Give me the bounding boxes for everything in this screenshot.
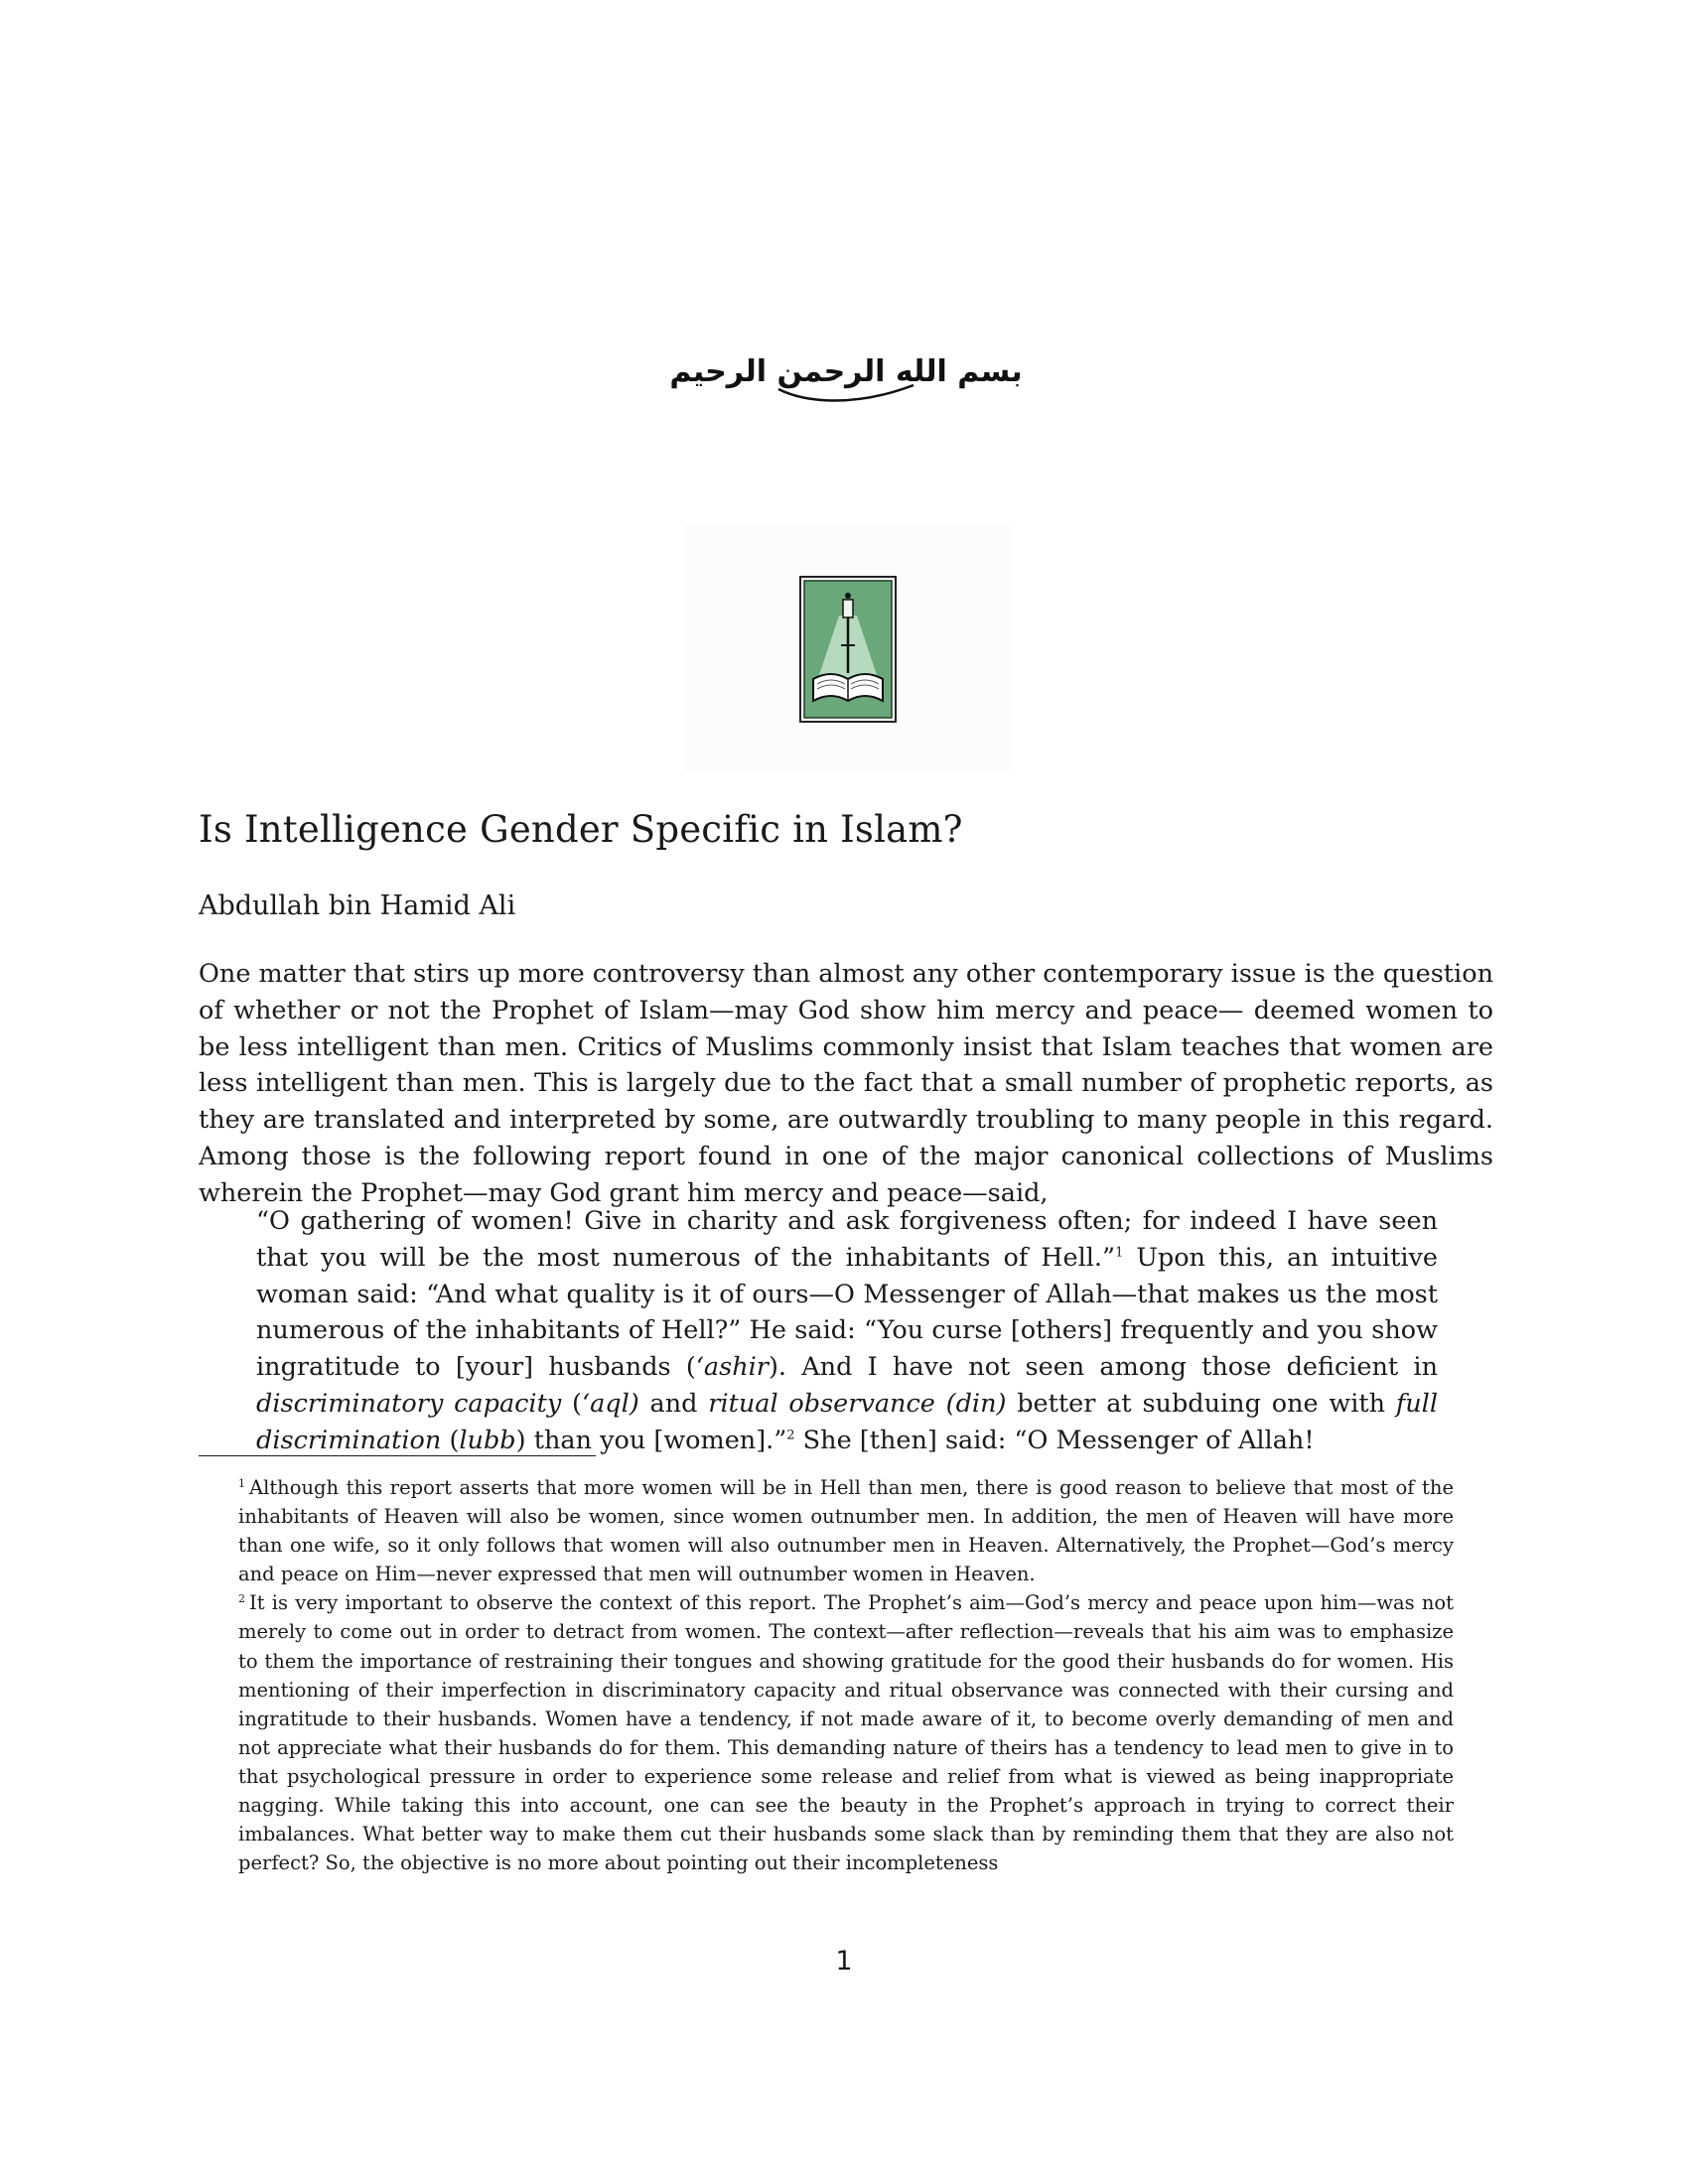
italic-term: ritual observance (din) — [708, 1388, 1007, 1419]
quote-text: ( — [561, 1388, 582, 1419]
arabic-term: lubb — [459, 1425, 516, 1455]
quote-text: She [then] said: “O Messenger of Allah! — [794, 1425, 1315, 1455]
footnotes — [238, 1473, 1454, 1877]
footnote-ref-1[interactable]: 1 — [1115, 1245, 1124, 1261]
footnote-number: 1 — [238, 1476, 245, 1490]
article-title: Is Intelligence Gender Specific in Islam? — [199, 808, 963, 851]
quote-text: better at subduing one with — [1006, 1388, 1396, 1419]
hadith-block-quote — [256, 1203, 1438, 1459]
footnote-text: It is very important to observe the context of this report. The Prophet’s aim—God’s mercy and peace upon him—was not merely to come out in order to detract from women. The context—after reflection—reveals that his aim was to emphasize to them the importance of restraining their tongues and showing gratitude for the good their husbands do for women. His mentioning of their imperfection in discriminatory capacity and ritual observance was connected with their cursing and ingratitude to their husbands. Women have a tendency, if not made aware of it, to become overly demanding of men and not appreciate what their husbands do for them. This demanding nature of theirs has a tendency to lead men to give in to that psychological pressure in order to experience some release and relief from what is viewed as being inappropriate nagging. While taking this into account, one can see the beauty in the Prophet’s approach in trying to correct their imbalances. What better way to make them cut their husbands some slack than by reminding them that they are also not perfect? So, the objective is no more about pointing out their incompleteness — [238, 1591, 1454, 1875]
article-author: Abdullah bin Hamid Ali — [199, 890, 516, 921]
italic-term: discriminatory capacity — [256, 1388, 562, 1419]
footnote-2 — [238, 1588, 1454, 1877]
footnote-text: Although this report asserts that more women will be in Hell than men, there is good reason to believe that most of the inhabitants of Heaven will also be women, since women outnumber men. In addition, the men of Heaven will have more than one wife, so it only follows that women will also outnumber men in Heaven. Alternatively, the Prophet—God’s mercy and peace on Him—never expressed that men will outnumber women in Heaven. — [238, 1476, 1454, 1586]
footnote-ref-2[interactable]: 2 — [786, 1428, 795, 1443]
page-number: 1 — [835, 1946, 853, 1977]
basmala-calligraphy — [669, 320, 1023, 411]
intro-paragraph: One matter that stirs up more controversy than almost any other contemporary issue is the question of whether or not the Prophet of Islam—may God show him mercy and peace— deemed women to be less intelligent than men. Critics of Muslims commonly insist that Islam teaches that women are less intelligent than men. This is largely due to the fact that a small number of prophetic reports, as they are translated and interpreted by some, are outwardly troubling to many people in this regard. Among those is the following report found in one of the major canonical collections of Muslims wherein the Prophet—may God grant him mercy and peace—said, — [199, 959, 1493, 1208]
footnote-1 — [238, 1473, 1454, 1588]
quote-text: ( — [441, 1425, 460, 1455]
footnote-number: 2 — [238, 1591, 245, 1605]
svg-text:بسم الله الرحمن الرحيم: بسم الله الرحمن الرحيم — [669, 354, 1023, 389]
quote-text: Upon this, an intuitive woman said: “And what quality is it of ours—O Messenger of Allah—that makes us the most numerous of the inhabitants of Hell?” He said: “You curse [others] frequently and you show ingratitude to [your] husbands ( — [256, 1242, 1438, 1383]
arabic-term: ‘aql) — [581, 1388, 639, 1419]
quote-text: “O gathering of women! Give in charity and ask forgiveness often; for indeed I have seen that you will be the most numerous of the inhabitants of Hell.” — [256, 1206, 1438, 1273]
quote-text: ). And I have not seen among those deficient in — [768, 1352, 1438, 1383]
quote-text: and — [638, 1388, 709, 1419]
lamp-over-open-book-icon — [799, 576, 897, 723]
arabic-term: ‘ashir — [695, 1352, 769, 1383]
italic-term: full discrimination — [256, 1388, 1438, 1455]
footnote-separator — [199, 1455, 596, 1456]
quote-text: ) than you [women].” — [515, 1425, 787, 1455]
